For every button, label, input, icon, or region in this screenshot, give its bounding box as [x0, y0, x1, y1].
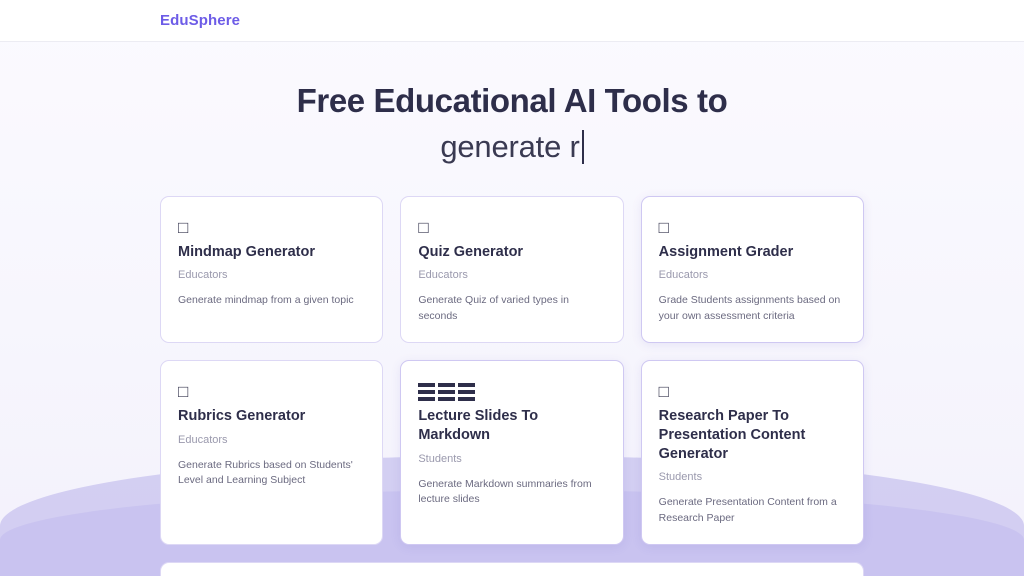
mindmap-icon: [178, 213, 365, 243]
tool-card-title: Quiz Generator: [418, 243, 524, 260]
research-paper-icon: [659, 377, 846, 407]
tool-card-description: Generate Presentation Content from a Research Paper: [658, 496, 837, 524]
tool-card-description: Generate Quiz of varied types in seconds: [418, 294, 569, 322]
tool-card-mindmap-generator[interactable]: [160, 196, 383, 343]
hero-typing-line: [0, 127, 1024, 167]
tool-card-title: Research Paper To Presentation Content Generator: [658, 407, 806, 462]
top-navbar: [0, 0, 1024, 42]
tool-card-assignment-grader[interactable]: [641, 196, 864, 343]
slides-icon-column: [458, 383, 475, 401]
tool-card-audience: Educators: [178, 433, 228, 446]
tool-card-title: Assignment Grader: [658, 243, 794, 260]
tool-card-lecture-slides-to-markdown[interactable]: [400, 360, 623, 545]
slides-icon-column: [438, 383, 455, 401]
rubrics-icon: [178, 377, 365, 407]
slides-icon-bar: [418, 383, 435, 387]
tool-card-quiz-generator[interactable]: [400, 196, 623, 343]
tool-card-title: Lecture Slides To Markdown: [418, 407, 539, 443]
mindmap-icon-glyph: □: [178, 218, 189, 238]
slides-icon-bar: [418, 397, 435, 401]
hero-typed-text: generate r: [440, 129, 580, 165]
rubrics-icon-glyph: □: [178, 382, 189, 402]
slides-icon-bar: [418, 390, 435, 394]
slides-icon-bar: [458, 397, 475, 401]
slides-icon: [418, 377, 605, 407]
tool-card-description: Generate Markdown summaries from lecture slides: [418, 477, 592, 505]
brand-logo[interactable]: EduSphere: [160, 12, 241, 29]
tools-grid: [160, 196, 864, 545]
tool-card-title: Rubrics Generator: [178, 407, 306, 424]
slides-icon-bar: [438, 397, 455, 401]
tool-card-title: Mindmap Generator: [178, 243, 315, 260]
page-title: Free Educational AI Tools to: [296, 82, 728, 119]
grader-icon-glyph: □: [658, 218, 669, 238]
slides-icon-bar: [458, 390, 475, 394]
grader-icon: [659, 213, 846, 243]
research-paper-icon-glyph: □: [658, 382, 669, 402]
tool-card-audience: Educators: [658, 269, 709, 282]
tool-card-audience: Educators: [178, 269, 228, 282]
hero-section: [0, 42, 1024, 168]
tool-card-description: Generate mindmap from a given topic: [178, 294, 354, 307]
slides-icon-bar: [438, 390, 455, 394]
tool-card-description: Generate Rubrics based on Students' Level and Learning Subject: [178, 458, 353, 486]
tool-card-audience: Students: [658, 471, 703, 484]
tool-card-description: Grade Students assignments based on your own assessment criteria: [658, 294, 841, 322]
text-caret: [582, 130, 584, 164]
slides-icon-glyph: [418, 383, 475, 401]
quiz-icon: [418, 213, 605, 243]
tool-card-audience: Educators: [418, 269, 468, 282]
slides-icon-bar: [458, 383, 475, 387]
tool-card-rubrics-generator[interactable]: [160, 360, 383, 545]
tool-card-partial-next-row[interactable]: [160, 562, 864, 576]
slides-icon-bar: [438, 383, 455, 387]
tool-card-audience: Students: [418, 452, 462, 465]
quiz-icon-glyph: □: [418, 218, 429, 238]
slides-icon-column: [418, 383, 435, 401]
tool-card-research-paper-to-presentation[interactable]: [641, 360, 864, 545]
